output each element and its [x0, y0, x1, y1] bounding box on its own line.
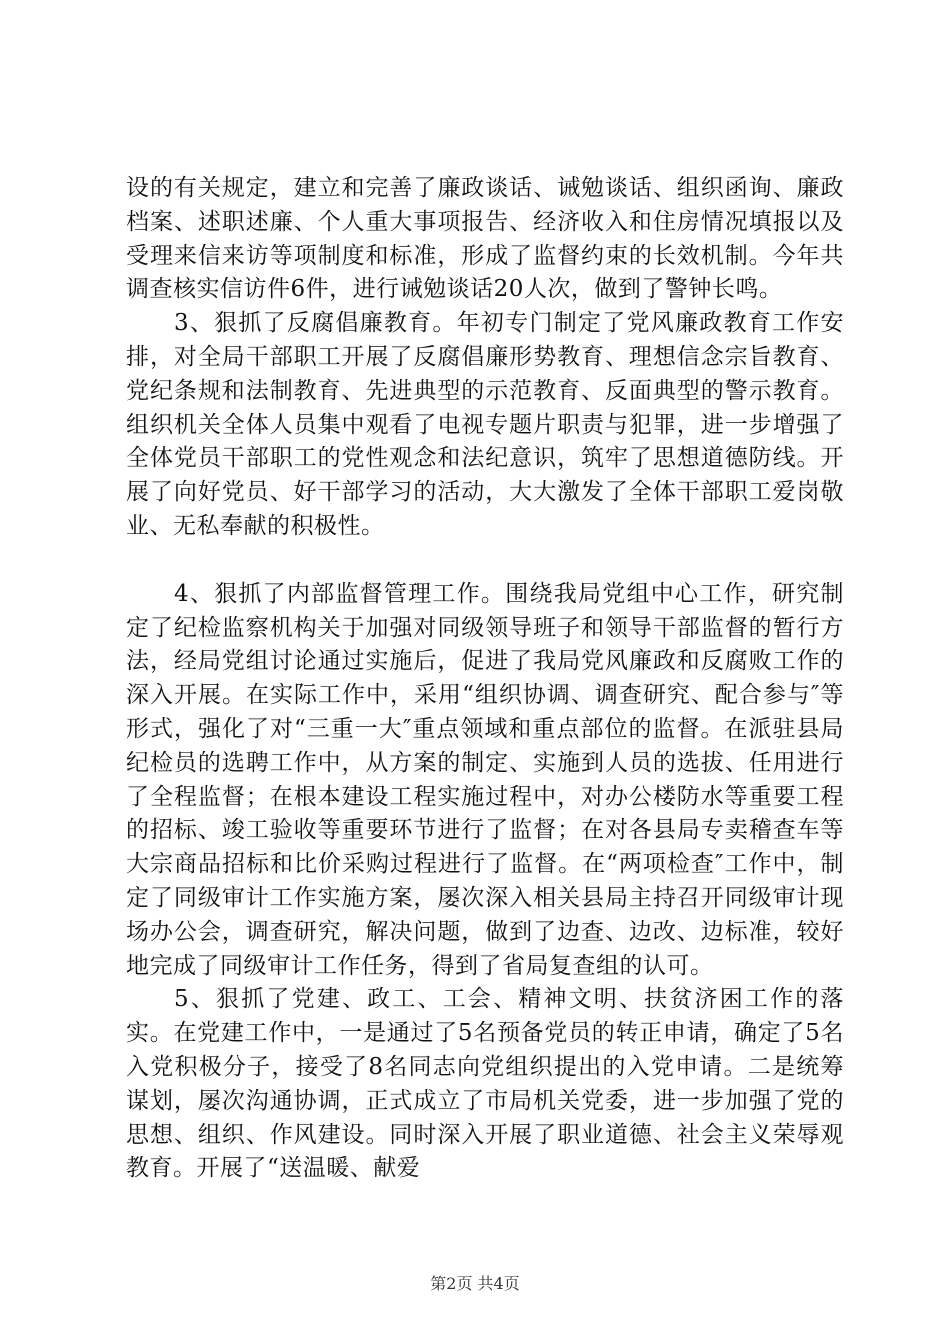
paragraph-item-5: 5、狠抓了党建、政工、工会、精神文明、扶贫济困工作的落实。在党建工作中，一是通过了5名预备党员的转正申请，确定了5名入党积极分子，接受了8名同志向党组织提出的入党申请。二是统筹谋划，屡次沟通协调，正式成立了市局机关党委，进一步加强了党的思想、组织、作风建设。同时深入开展了职业道德、社会主义荣辱观教育。开展了“送温暖、献爱	[126, 986, 844, 1182]
paragraph-item-3: 3、狠抓了反腐倡廉教育。年初专门制定了党风廉政教育工作安排，对全局干部职工开展了反腐倡廉形势教育、理想信念宗旨教育、党纪条规和法制教育、先进典型的示范教育、反面典型的警示教育。组织机关全体人员集中观看了电视专题片职责与犯罪，进一步增强了全体党员干部职工的党性观念和法纪意识，筑牢了思想道德防线。开展了向好党员、好干部学习的活动，大大激发了全体干部职工爱岗敬业、无私奉献的积极性。	[126, 310, 844, 539]
document-body	[126, 172, 844, 1186]
paragraph-item-4: 4、狠抓了内部监督管理工作。围绕我局党组中心工作，研究制定了纪检监察机构关于加强对同级领导班子和领导干部监督的暂行方法，经局党组讨论通过实施后，促进了我局党风廉政和反腐败工作的深入开展。在实际工作中，采用“组织协调、调查研究、配合参与″等形式，强化了对“三重一大″重点领域和重点部位的监督。在派驻县局纪检员的选聘工作中，从方案的制定、实施到人员的选拔、任用进行了全程监督；在根本建设工程实施过程中，对办公楼防水等重要工程的招标、竣工验收等重要环节进行了监督；在对各县局专卖稽查车等大宗商品招标和比价采购过程进行了监督。在“两项检查″工作中，制定了同级审计工作实施方案，屡次深入相关县局主持召开同级审计现场办公会，调查研究，解决问题，做到了边查、边改、边标准，较好地完成了同级审计工作任务，得到了省局复查组的认可。	[126, 580, 844, 979]
paragraph-continuation: 设的有关规定，建立和完善了廉政谈话、诫勉谈话、组织函询、廉政档案、述职述廉、个人重大事项报告、经济收入和住房情况填报以及受理来信来访等项制度和标准，形成了监督约束的长效机制。今年共调查核实信访件6件，进行诫勉谈话20人次，做到了警钟长鸣。	[126, 175, 844, 303]
page-footer: 第2页 共4页	[430, 1274, 520, 1293]
